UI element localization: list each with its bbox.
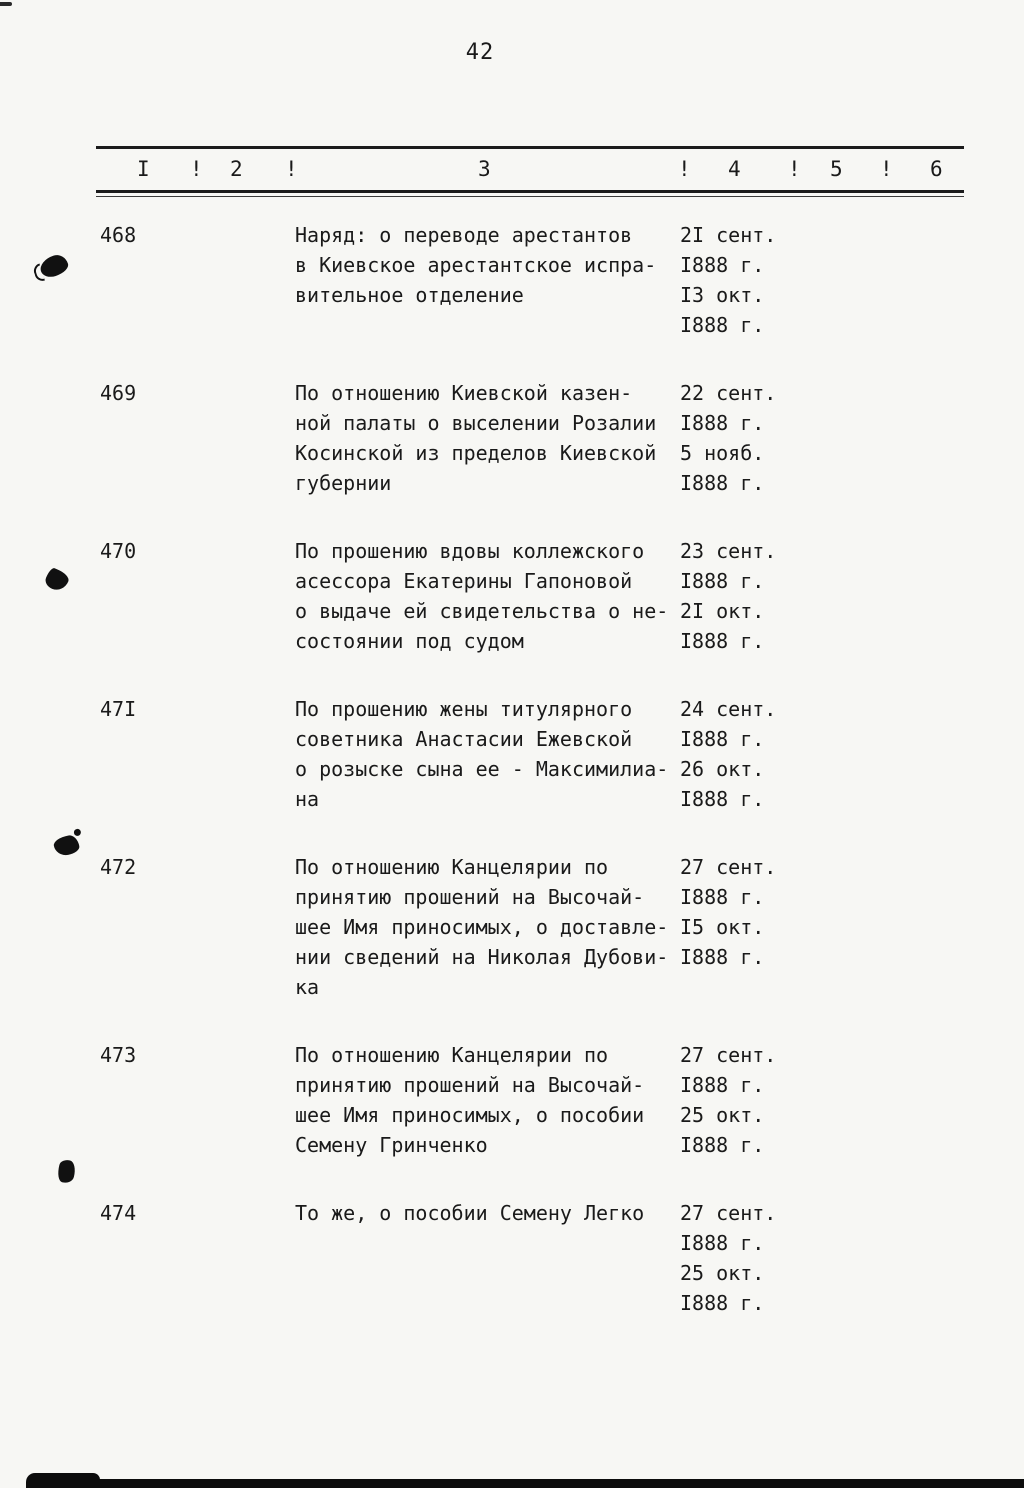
header-rule-top <box>96 146 964 149</box>
date-line: 25 окт. <box>680 1103 765 1127</box>
date-line: 27 сент. <box>680 1043 777 1067</box>
header-rule-bottom-thin <box>96 196 964 197</box>
entry-dates <box>680 694 776 814</box>
description-line: губернии <box>295 471 392 495</box>
date-line: 2I сент. <box>680 223 777 247</box>
description-line: шее Имя приносимых, о доставле- <box>295 915 669 939</box>
date-line: I888 г. <box>680 945 765 969</box>
date-line: I888 г. <box>680 411 765 435</box>
entries <box>0 220 1024 1356</box>
entry-number: 470 <box>100 539 137 563</box>
description-line: шее Имя приносимых, о пособии <box>295 1103 645 1127</box>
description-line: состоянии под судом <box>295 629 524 653</box>
header-cells <box>96 157 964 185</box>
description-line: То же, о пособии Семену Легко <box>295 1201 645 1225</box>
description-line: в Киевское арестантское испра- <box>295 253 657 277</box>
entry-number: 474 <box>100 1201 137 1225</box>
date-line: 24 сент. <box>680 697 777 721</box>
entry-number: 469 <box>100 381 137 405</box>
header-cell: I <box>137 157 150 181</box>
date-line: 23 сент. <box>680 539 777 563</box>
header-cell: 4 <box>728 157 741 181</box>
date-line: I888 г. <box>680 629 765 653</box>
date-line: I3 окт. <box>680 283 765 307</box>
entry-dates <box>680 536 776 656</box>
description-line: асессора Екатерины Гапоновой <box>295 569 633 593</box>
date-line: 27 сент. <box>680 855 777 879</box>
entry-number: 473 <box>100 1043 137 1067</box>
entry-dates <box>680 220 776 340</box>
header-cell: 3 <box>478 157 491 181</box>
header-cell: 2 <box>230 157 243 181</box>
description-line: нии сведений на Николая Дубови- <box>295 945 669 969</box>
description-line: вительное отделение <box>295 283 524 307</box>
description-line: о выдаче ей свидетельства о не- <box>295 599 669 623</box>
description-line: на <box>295 787 320 811</box>
header-separator: ! <box>788 157 801 181</box>
date-line: I888 г. <box>680 1133 765 1157</box>
description-line: ка <box>295 975 320 999</box>
table-row <box>0 536 1024 656</box>
date-line: 5 нояб. <box>680 441 765 465</box>
date-line: I5 окт. <box>680 915 765 939</box>
entry-description <box>295 852 680 1002</box>
scan-corner-mark <box>0 2 12 6</box>
entry-description <box>295 694 680 814</box>
date-line: I888 г. <box>680 1231 765 1255</box>
entry-dates <box>680 1040 776 1160</box>
entry-description <box>295 1198 680 1228</box>
entry-dates <box>680 1198 776 1318</box>
date-line: 2I окт. <box>680 599 765 623</box>
table-row <box>0 852 1024 1002</box>
description-line: ной палаты о выселении Розалии <box>295 411 657 435</box>
date-line: I888 г. <box>680 313 765 337</box>
header-separator: ! <box>880 157 893 181</box>
date-line: I888 г. <box>680 885 765 909</box>
table-row <box>0 220 1024 340</box>
date-line: 22 сент. <box>680 381 777 405</box>
entry-number: 47I <box>100 697 137 721</box>
description-line: о розыске сына ее - Максимилиа- <box>295 757 669 781</box>
date-line: I888 г. <box>680 471 765 495</box>
table-row <box>0 1198 1024 1318</box>
date-line: 27 сент. <box>680 1201 777 1225</box>
description-line: советника Анастасии Ежевской <box>295 727 633 751</box>
date-line: I888 г. <box>680 1073 765 1097</box>
page-number: 42 <box>465 40 495 65</box>
entry-description <box>295 378 680 498</box>
table-row <box>0 1040 1024 1160</box>
header-rule-bottom <box>96 190 964 193</box>
date-line: 26 окт. <box>680 757 765 781</box>
description-line: Семену Гринченко <box>295 1133 488 1157</box>
entry-dates <box>680 852 776 972</box>
description-line: принятию прошений на Высочай- <box>295 885 645 909</box>
header-cell: 5 <box>830 157 843 181</box>
description-line: По отношению Канцелярии по <box>295 855 609 879</box>
entry-description <box>295 1040 680 1160</box>
scan-edge-shadow <box>26 1473 100 1488</box>
date-line: I888 г. <box>680 787 765 811</box>
date-line: I888 г. <box>680 569 765 593</box>
description-line: По отношению Канцелярии по <box>295 1043 609 1067</box>
description-line: Наряд: о переводе арестантов <box>295 223 633 247</box>
description-line: принятию прошений на Высочай- <box>295 1073 645 1097</box>
header-separator: ! <box>190 157 203 181</box>
table-row <box>0 694 1024 814</box>
date-line: I888 г. <box>680 1291 765 1315</box>
entry-number: 472 <box>100 855 137 879</box>
header-cell: 6 <box>930 157 943 181</box>
date-line: I888 г. <box>680 253 765 277</box>
entry-description <box>295 220 680 310</box>
table-row <box>0 378 1024 498</box>
entry-number: 468 <box>100 223 137 247</box>
date-line: I888 г. <box>680 727 765 751</box>
description-line: По отношению Киевской казен- <box>295 381 633 405</box>
description-line: По прошению вдовы коллежского <box>295 539 645 563</box>
header-separator: ! <box>678 157 691 181</box>
entry-description <box>295 536 680 656</box>
description-line: Косинской из пределов Киевской <box>295 441 657 465</box>
scan-edge-shadow <box>26 1479 1024 1488</box>
date-line: 25 окт. <box>680 1261 765 1285</box>
table-header <box>96 146 964 202</box>
entry-dates <box>680 378 776 498</box>
description-line: По прошению жены титулярного <box>295 697 633 721</box>
header-separator: ! <box>285 157 298 181</box>
